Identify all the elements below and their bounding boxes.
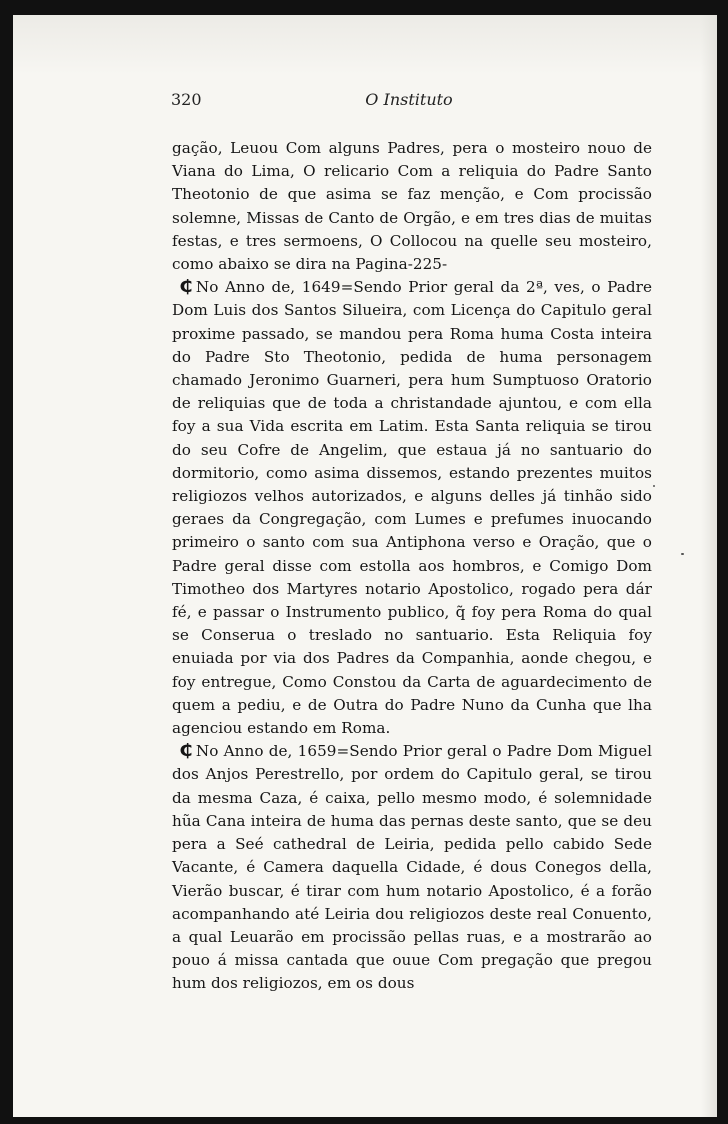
scanned-page xyxy=(13,15,717,1117)
running-title: O Instituto xyxy=(365,90,453,109)
paragraph-continuation xyxy=(172,137,652,276)
scan-speck xyxy=(653,485,655,487)
paragraph-mark-icon: ₵ xyxy=(179,277,193,298)
paragraph-text: No Anno de, 1649=Sendo Prior geral da 2ª, ves, o Padre Dom Luis dos Santos Silueira, com Licença do Capitulo geral proxime passado, se mandou pera Roma huma Costa inteira do Padre Sto Theotonio, pedida de huma personagem chamado Jeronimo Guarneri, pera hum Sumptuoso Oratorio de reliquias que de toda a christandade ajuntou, e com ella foy a sua Vida escrita em Latim. Esta Santa reliquia se tirou do seu Cofre de Angelim, que estaua já no santuario do dormitorio, como asima dissemos, estando prezentes muitos religiozos velhos autorizados, e alguns delles já tinhão sido geraes da Congregação, com Lumes e prefumes inuocando primeiro o santo com sua Antiphona verso e Oração, que o Padre geral disse com estolla aos hombros, e Comigo Dom Timotheo dos Martyres notario Apostolico, rogado pera dár fé, e passar o Instrumento publico, q̃ foy pera Roma do qual se Conserua o treslado no santuario. Esta Reliquia foy enuiada por via dos Padres da Companhia, aonde chegou, e foy entregue, Como Constou da Carta de aguardecimento de quem a pediu, e de Outra do Padre Nuno da Cunha que lha agenciou estando em Roma. xyxy=(172,278,652,738)
page-number: 320 xyxy=(171,90,202,109)
paragraph-mark-icon: ₵ xyxy=(179,741,193,762)
body-text xyxy=(172,137,652,996)
paragraph-1659 xyxy=(172,740,652,995)
scan-speck xyxy=(681,553,684,555)
page-header xyxy=(171,90,647,114)
paragraph-text: gação, Leuou Com alguns Padres, pera o mosteiro nouo de Viana do Lima, O relicario Com a reliquia do Padre Santo Theotonio de que asima se faz menção, e Com procissão solemne, Missas de Canto de Orgão, e em tres dias de muitas festas, e tres sermoens, O Collocou na quelle seu mosteiro, como abaixo se dira na Pagina-225- xyxy=(172,139,652,274)
paragraph-text: No Anno de, 1659=Sendo Prior geral o Padre Dom Miguel dos Anjos Perestrello, por ordem do Capitulo geral, se tirou da mesma Caza, é caixa, pello mesmo modo, é solemnidade hũa Cana inteira de huma das pernas deste santo, que se deu pera a Seé cathedral de Leiria, pedida pello cabido Sede Vacante, é Camera daquella Cidade, é dous Conegos della, Vierão buscar, é tirar com hum notario Apostolico, é a forão acompanhando até Leiria dou religiozos deste real Conuento, a qual Leuarão em procissão pellas ruas, e a mostrarão ao pouo á missa cantada que ouue Com pregação que pregou hum dos religiozos, em os dous xyxy=(172,742,652,993)
paragraph-1649 xyxy=(172,276,652,740)
